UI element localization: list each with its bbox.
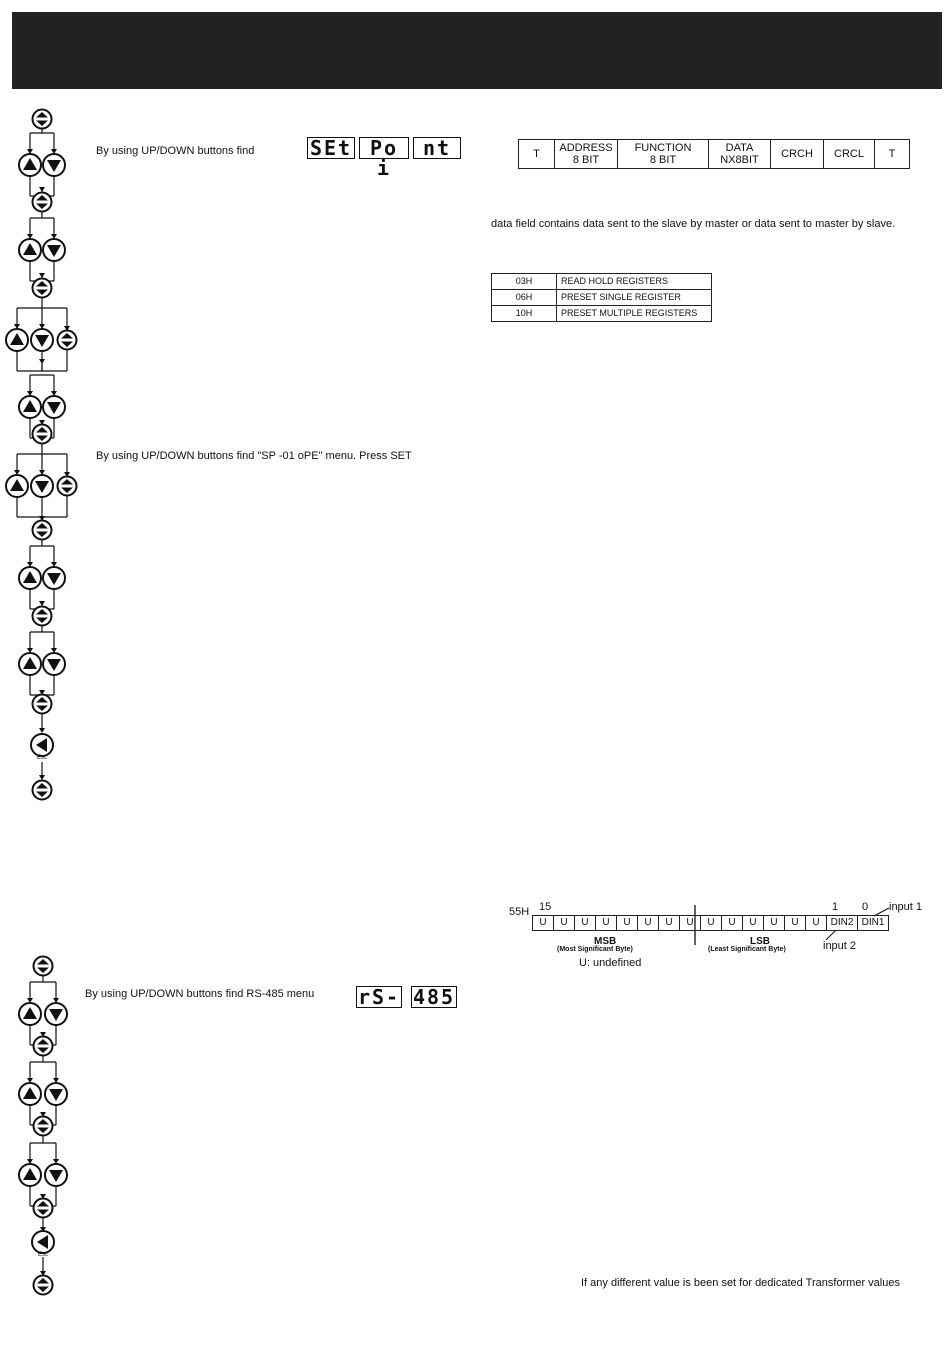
table-row: [492, 290, 712, 306]
function-code: 10H: [492, 306, 557, 322]
register-bit-cell: DIN1: [858, 916, 889, 931]
up-button-icon: [19, 653, 41, 675]
frame-cell: T: [519, 140, 555, 169]
register-bit-cell: U: [722, 916, 743, 931]
lcd-setpoint-3: nt: [413, 137, 461, 159]
frame-cell: DATA NX8BIT: [709, 140, 771, 169]
up-button-icon: [19, 1083, 41, 1105]
lcd-setpoint-2: Po i: [359, 137, 409, 159]
table-row: [533, 916, 889, 931]
lcd-setpoint-1: SEt: [307, 137, 355, 159]
up-button-icon: [19, 567, 41, 589]
frame-cell: CRCL: [824, 140, 875, 169]
set-button-icon: [33, 695, 52, 714]
down-button-icon: [43, 396, 65, 418]
function-code: 03H: [492, 274, 557, 290]
function-name: PRESET MULTIPLE REGISTERS: [557, 306, 712, 322]
down-button-icon: [31, 329, 53, 351]
function-name: PRESET SINGLE REGISTER: [557, 290, 712, 306]
function-code-table: [491, 273, 712, 322]
down-button-icon: [43, 154, 65, 176]
lcd-rs485-1: rS-: [357, 985, 401, 1009]
register-bit-cell: U: [554, 916, 575, 931]
input2-label: input 2: [823, 940, 857, 952]
step-rs485-text: By using UP/DOWN buttons find RS-485 menu: [85, 988, 315, 1000]
undefined-note: U: undefined: [579, 957, 642, 969]
register-bit-cell: U: [764, 916, 785, 931]
lsb-sub-label: (Least Significant Byte): [708, 946, 786, 953]
register-bit-cell: U: [575, 916, 596, 931]
table-row: [519, 140, 910, 169]
down-button-icon: [43, 239, 65, 261]
register-bit-table: [532, 915, 889, 931]
down-button-icon: [43, 567, 65, 589]
set-button-icon: [34, 1199, 53, 1218]
set-button-icon: [34, 1037, 53, 1056]
lsb-label: LSB: [750, 936, 770, 947]
up-button-icon: [19, 396, 41, 418]
register-bit-cell: DIN2: [827, 916, 858, 931]
esc-button-icon: [32, 1231, 54, 1253]
up-button-icon: [19, 1003, 41, 1025]
set-button-icon: [33, 279, 52, 298]
esc-label-1: Esc: [37, 755, 48, 761]
data-field-text: data field contains data sent to the slave by master or data sent to master by slave.: [491, 218, 896, 230]
register-bit-cell: U: [596, 916, 617, 931]
frame-cell: ADDRESS 8 BIT: [555, 140, 618, 169]
register-bit-cell: U: [617, 916, 638, 931]
down-button-icon: [45, 1003, 67, 1025]
lcd-rs485-2: 485: [412, 985, 456, 1009]
down-button-icon: [45, 1083, 67, 1105]
register-bit-cell: U: [806, 916, 827, 931]
register-bit-cell: U: [533, 916, 554, 931]
transformer-text: If any different value is been set for dedicated Transformer values: [581, 1277, 900, 1289]
register-bit-cell: U: [680, 916, 701, 931]
frame-cell: CRCH: [771, 140, 824, 169]
register-bit-cell: U: [785, 916, 806, 931]
table-row: [492, 274, 712, 290]
function-code: 06H: [492, 290, 557, 306]
msb-sub-label: (Most Significant Byte): [557, 946, 633, 953]
up-button-icon: [6, 475, 28, 497]
set-button-icon: [58, 331, 77, 350]
register-bit-cell: U: [659, 916, 680, 931]
esc-label-2: Esc: [38, 1252, 49, 1258]
input1-label: input 1: [889, 901, 923, 913]
up-button-icon: [6, 329, 28, 351]
down-button-icon: [45, 1164, 67, 1186]
down-button-icon: [31, 475, 53, 497]
function-name: READ HOLD REGISTERS: [557, 274, 712, 290]
table-row: [492, 306, 712, 322]
step-sp01-text: By using UP/DOWN buttons find "SP -01 oPE" menu. Press SET: [96, 450, 412, 462]
set-button-icon: [33, 110, 52, 129]
set-button-icon: [33, 193, 52, 212]
frame-cell: T: [875, 140, 910, 169]
step-setpoint-text: By using UP/DOWN buttons find: [96, 145, 255, 157]
bit-0-label: 0: [862, 901, 869, 913]
frame-cell: FUNCTION 8 BIT: [618, 140, 709, 169]
set-button-icon: [33, 781, 52, 800]
set-button-icon: [34, 1276, 53, 1295]
register-bit-cell: U: [638, 916, 659, 931]
set-button-icon: [33, 607, 52, 626]
set-button-icon: [34, 1117, 53, 1136]
msb-label: MSB: [594, 936, 617, 947]
modbus-frame-table: [518, 139, 910, 169]
set-button-icon: [33, 521, 52, 540]
set-button-icon: [33, 425, 52, 444]
bit-1-label: 1: [832, 901, 839, 913]
input2-pointer: [826, 930, 836, 940]
register-bit-cell: U: [701, 916, 722, 931]
register-address: 55H: [509, 906, 530, 918]
esc-button-icon: [31, 734, 53, 756]
up-button-icon: [19, 154, 41, 176]
up-button-icon: [19, 1164, 41, 1186]
register-bit-cell: U: [743, 916, 764, 931]
bit-15-label: 15: [539, 901, 552, 913]
set-button-icon: [58, 477, 77, 496]
down-button-icon: [43, 653, 65, 675]
set-button-icon: [34, 957, 53, 976]
up-button-icon: [19, 239, 41, 261]
